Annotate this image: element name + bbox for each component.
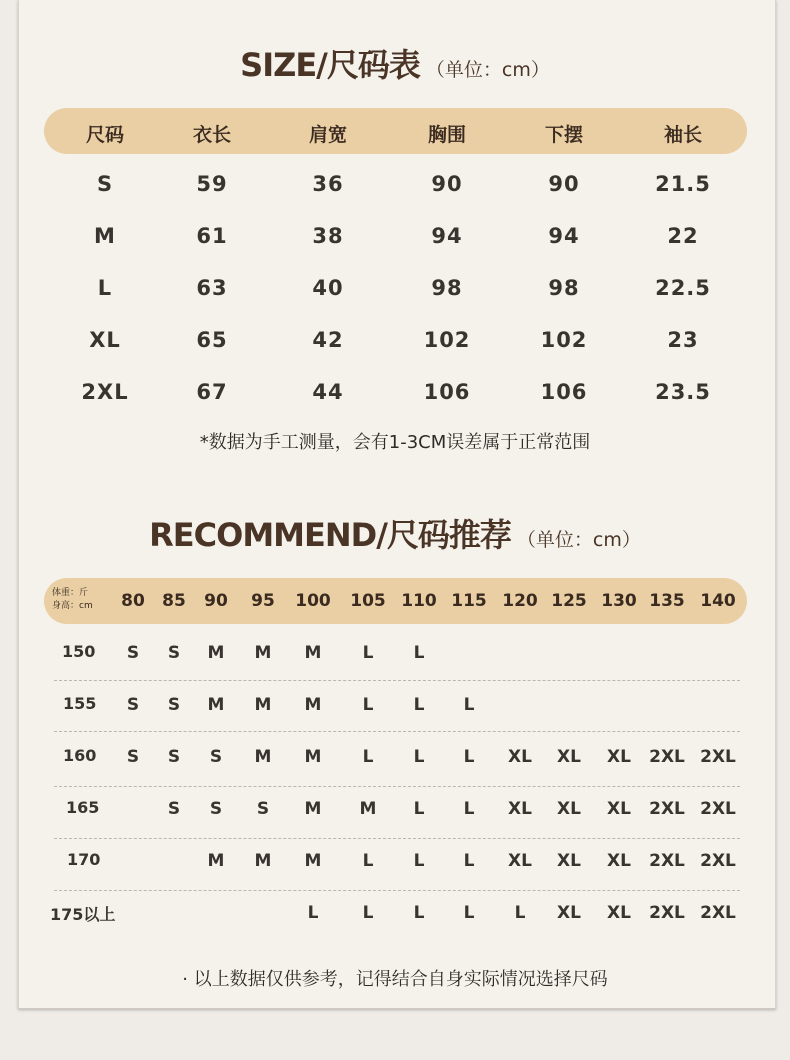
weight-header-cell: 85	[162, 591, 186, 611]
row-divider	[54, 786, 740, 787]
recommend-size-cell: L	[463, 799, 475, 819]
recommend-size-cell: S	[126, 643, 140, 663]
recommend-size-cell: 2XL	[700, 747, 736, 767]
row-divider	[54, 731, 740, 732]
size-header-cell: 下摆	[544, 124, 584, 146]
recommend-size-cell: XL	[607, 799, 631, 819]
recommend-size-cell: L	[463, 903, 475, 923]
weight-header-cell: 110	[401, 591, 437, 611]
size-label-cell: XL	[89, 328, 121, 352]
recommend-size-cell: 2XL	[700, 851, 736, 871]
size-header-cell: 衣长	[192, 124, 232, 146]
size-value-cell: 106	[423, 380, 471, 404]
recommend-size-cell: L	[362, 747, 374, 767]
size-value-cell: 102	[423, 328, 471, 352]
weight-header-cell: 120	[502, 591, 538, 611]
recommend-size-cell: M	[304, 695, 322, 715]
weight-header-cell: 140	[700, 591, 736, 611]
recommend-size-cell: L	[362, 643, 374, 663]
recommend-size-cell: XL	[508, 799, 532, 819]
size-value-cell: 65	[196, 328, 228, 352]
recommend-size-cell: S	[126, 695, 140, 715]
recommend-title-text: RECOMMEND/尺码推荐	[149, 516, 511, 554]
weight-header-cell: 100	[295, 591, 331, 611]
recommend-size-cell: S	[167, 799, 181, 819]
corner-weight-label: 体重：斤	[52, 588, 89, 598]
recommend-table-title	[0, 510, 790, 556]
height-label: 175以上	[50, 905, 116, 924]
size-value-cell: 22.5	[655, 276, 711, 300]
recommend-size-cell: L	[362, 903, 374, 923]
recommend-size-cell: XL	[607, 747, 631, 767]
recommend-size-cell: 2XL	[700, 903, 736, 923]
recommend-size-cell: 2XL	[649, 903, 685, 923]
size-value-cell: 23	[667, 328, 699, 352]
size-title-text: SIZE/尺码表	[240, 46, 420, 84]
size-value-cell: 61	[196, 224, 228, 248]
recommend-size-cell: L	[362, 695, 374, 715]
size-value-cell: 21.5	[655, 172, 711, 196]
recommend-size-cell: M	[207, 851, 225, 871]
size-value-cell: 94	[431, 224, 463, 248]
recommend-unit-text: （单位：cm）	[516, 529, 641, 551]
recommend-size-cell: XL	[557, 851, 581, 871]
height-label: 170	[67, 850, 101, 869]
recommend-size-cell: S	[256, 799, 270, 819]
recommend-size-cell: XL	[557, 903, 581, 923]
size-value-cell: 98	[548, 276, 580, 300]
row-divider	[54, 838, 740, 839]
weight-header-cell: 135	[649, 591, 685, 611]
size-value-cell: 94	[548, 224, 580, 248]
recommend-size-cell: L	[413, 851, 425, 871]
recommend-size-cell: S	[167, 643, 181, 663]
height-label: 160	[63, 746, 97, 765]
size-value-cell: 106	[540, 380, 588, 404]
recommend-size-cell: M	[304, 799, 322, 819]
weight-header-cell: 95	[251, 591, 275, 611]
row-divider	[54, 890, 740, 891]
recommend-size-cell: M	[207, 695, 225, 715]
recommend-size-cell: S	[209, 747, 223, 767]
size-header-cell: 胸围	[427, 124, 467, 146]
size-value-cell: 23.5	[655, 380, 711, 404]
size-value-cell: 59	[196, 172, 228, 196]
recommend-size-cell: XL	[607, 851, 631, 871]
recommend-note: · 以上数据仅供参考，记得结合自身实际情况选择尺码	[182, 969, 608, 990]
size-unit-text: （单位：cm）	[425, 59, 550, 81]
size-value-cell: 90	[548, 172, 580, 196]
size-value-cell: 102	[540, 328, 588, 352]
weight-header-cell: 115	[451, 591, 487, 611]
recommend-size-cell: L	[413, 903, 425, 923]
weight-header-cell: 90	[204, 591, 228, 611]
weight-header-cell: 80	[121, 591, 145, 611]
size-table-header	[44, 108, 747, 154]
row-divider	[54, 680, 740, 681]
recommend-size-cell: M	[359, 799, 377, 819]
recommend-size-cell: XL	[557, 799, 581, 819]
recommend-size-cell: XL	[508, 747, 532, 767]
corner-height-label: 身高：cm	[52, 601, 93, 611]
recommend-size-cell: L	[463, 695, 475, 715]
recommend-size-cell: S	[167, 695, 181, 715]
size-value-cell: 36	[312, 172, 344, 196]
size-value-cell: 90	[431, 172, 463, 196]
size-note: *数据为手工测量，会有1-3CM误差属于正常范围	[199, 432, 591, 453]
recommend-size-cell: 2XL	[649, 799, 685, 819]
size-label-cell: L	[97, 276, 113, 300]
recommend-size-cell: XL	[607, 903, 631, 923]
recommend-size-cell: M	[254, 643, 272, 663]
recommend-size-cell: S	[167, 747, 181, 767]
recommend-size-cell: XL	[557, 747, 581, 767]
size-value-cell: 98	[431, 276, 463, 300]
recommend-size-cell: M	[304, 643, 322, 663]
height-label: 165	[66, 798, 100, 817]
recommend-size-cell: XL	[508, 851, 532, 871]
recommend-size-cell: L	[413, 643, 425, 663]
size-label-cell: S	[96, 172, 114, 196]
recommend-size-cell: M	[254, 851, 272, 871]
size-value-cell: 38	[312, 224, 344, 248]
size-value-cell: 22	[667, 224, 699, 248]
height-label: 155	[63, 694, 97, 713]
weight-header-cell: 130	[601, 591, 637, 611]
recommend-size-cell: M	[304, 851, 322, 871]
recommend-size-cell: L	[413, 695, 425, 715]
size-table-title	[0, 40, 790, 86]
recommend-size-cell: M	[304, 747, 322, 767]
size-value-cell: 42	[312, 328, 344, 352]
size-label-cell: M	[94, 224, 116, 248]
recommend-table-header	[44, 578, 747, 624]
size-label-cell: 2XL	[81, 380, 129, 404]
recommend-size-cell: S	[209, 799, 223, 819]
size-value-cell: 44	[312, 380, 344, 404]
recommend-size-cell: L	[307, 903, 319, 923]
size-value-cell: 40	[312, 276, 344, 300]
recommend-size-cell: L	[413, 799, 425, 819]
size-header-cell: 肩宽	[308, 124, 348, 146]
recommend-size-cell: L	[463, 851, 475, 871]
size-header-cell: 袖长	[663, 124, 703, 146]
recommend-size-cell: 2XL	[700, 799, 736, 819]
recommend-size-cell: 2XL	[649, 851, 685, 871]
size-header-cell: 尺码	[85, 124, 125, 146]
recommend-size-cell: M	[254, 747, 272, 767]
recommend-size-cell: 2XL	[649, 747, 685, 767]
size-value-cell: 67	[196, 380, 228, 404]
weight-header-cell: 125	[551, 591, 587, 611]
recommend-size-cell: L	[413, 747, 425, 767]
recommend-size-cell: L	[362, 851, 374, 871]
size-value-cell: 63	[196, 276, 228, 300]
corner-label	[52, 587, 93, 613]
recommend-size-cell: L	[514, 903, 526, 923]
height-label: 150	[62, 642, 96, 661]
recommend-size-cell: M	[254, 695, 272, 715]
recommend-size-cell: L	[463, 747, 475, 767]
recommend-size-cell: S	[126, 747, 140, 767]
recommend-size-cell: M	[207, 643, 225, 663]
weight-header-cell: 105	[350, 591, 386, 611]
